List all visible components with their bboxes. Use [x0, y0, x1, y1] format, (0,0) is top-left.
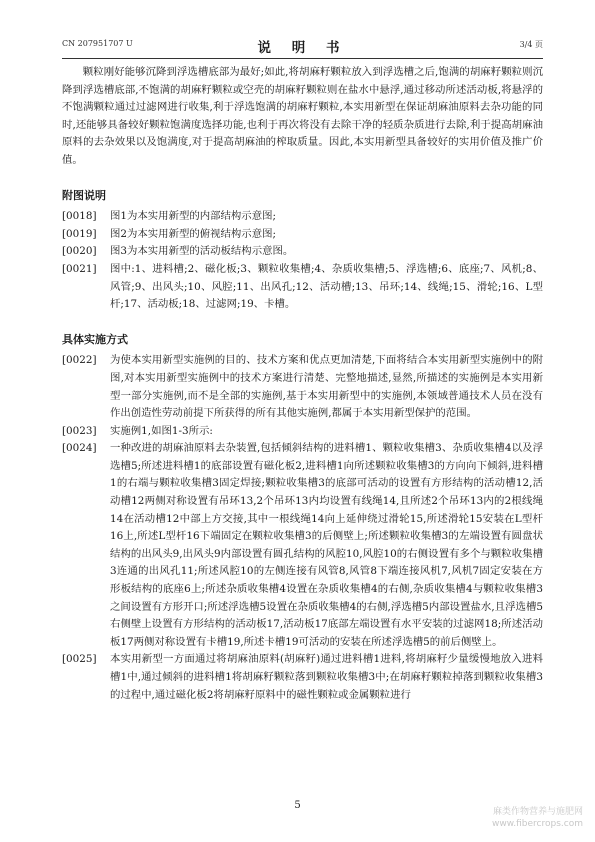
paragraph-number: [0021]	[62, 262, 97, 275]
paragraph-text: 图3为本实用新型的活动板结构示意图。	[110, 245, 294, 258]
paragraph-number: [0024]	[62, 442, 97, 455]
watermark-url: www.fibercrops.com	[492, 819, 583, 829]
paragraph-number: [0020]	[62, 245, 97, 258]
watermark-title: 麻类作物营养与施肥网	[492, 807, 583, 817]
paragraph-text: 一种改进的胡麻油原料去杂装置,包括倾斜结构的进料槽1、颗粒收集槽3、杂质收集槽4以及浮选槽5;所述进料槽1的底部设置有磁化板2,进料槽1向所述颗粒收集槽3的方向向下倾斜,进料槽1的右端与颗粒收集槽3固定焊接;颗粒收集槽3的底部可活动的设置有方形结构的活动槽12,活动槽12两侧对称设置有吊环13,2个吊环13内均设置有线绳14,且所述2个吊环13内的2根线绳14在活动槽12中部上方交接,其中一根线绳14向上延伸绕过滑轮15,所述滑轮15安装在L型杆16上,所述L型杆16下端固定在颗粒收集槽3的后侧壁上;所述颗粒收集槽3的左端设置有圆盘状结构的出风头9,出风头9内部设置有圆孔结构的风腔10,风腔10的右侧设置有多个与颗粒收集槽3连通的出风孔11;所述风腔10的左侧连接有风管8,风管8下端连接风机7,风机7固定安装在方形板结构的底座6上;所述杂质收集槽4设置在杂质收集槽4的右侧,杂质收集槽4与颗粒收集槽3之间设置有方形开口;所述浮选槽5设置在杂质收集槽4的右侧,浮选槽5内部设置盐水,且浮选槽5右侧壁上设置有方形结构的活动板17,活动板17底部左端设置有水平安装的过滤网18;所述活动板17两侧对称设置有卡槽19,所述卡槽19可活动的安装在所述浮选槽5的前后侧壁上。	[110, 442, 543, 648]
document-body	[62, 64, 543, 704]
page-title: 说 明 书	[257, 40, 348, 56]
paragraph-text: 图中:1、进料槽;2、磁化板;3、颗粒收集槽;4、杂质收集槽;5、浮选槽;6、底座;7、风机;8、风管;9、出风头;10、风腔;11、出风孔;12、活动槽;13、吊环;14、线绳;15、滑轮;16、L型杆;17、活动板;18、过滤网;19、卡槽。	[110, 262, 543, 311]
paragraph	[62, 208, 543, 226]
site-watermark	[492, 806, 583, 830]
figures-paragraph-list	[62, 208, 543, 314]
paragraph-number: [0025]	[62, 653, 97, 666]
paragraph	[62, 423, 543, 441]
paragraph	[62, 243, 543, 261]
paragraph	[62, 651, 543, 704]
paragraph-text: 本实用新型一方面通过将胡麻油原料(胡麻籽)通过进料槽1进料,将胡麻籽少量缓慢地放入进料槽1中,通过倾斜的进料槽1将胡麻籽颗粒落到颗粒收集槽3中;在胡麻籽颗粒掉落到颗粒收集槽3的过程中,通过磁化板2将胡麻籽原料中的磁性颗粒或金属颗粒进行	[110, 653, 543, 701]
paragraph	[62, 226, 543, 244]
paragraph-text: 为使本实用新型实施例的目的、技术方案和优点更加清楚,下面将结合本实用新型实施例中的附图,对本实用新型实施例中的技术方案进行清楚、完整地描述,显然,所描述的实施例是本实用新型一部分实施例,而不是全部的实施例,基于本实用新型中的实施例,本领域普通技术人员在没有作出创造性劳动前提下所获得的所有其他实施例,都属于本实用新型保护的范围。	[110, 354, 543, 420]
intro-paragraph: 颗粒刚好能够沉降到浮选槽底部为最好;如此,将胡麻籽颗粒放入到浮选槽之后,饱满的胡麻籽颗粒则沉降到浮选槽底部,不饱满的胡麻籽颗粒或空壳的胡麻籽颗粒则在盐水中悬浮,通过移动所述活动板,将悬浮的不饱满颗粒通过过滤网进行收集,利于浮选饱满的胡麻籽颗粒,本实用新型在保证胡麻油原料去杂功能的同时,还能够具备较好颗粒饱满度选择功能,也利于再次将没有去除干净的轻质杂质进行去除,利于提高胡麻油原料的去杂效果以及饱满度,对于提高胡麻油的榨取质量。因此,本实用新型具备较好的实用价值及推广价值。	[62, 66, 543, 166]
paragraph	[62, 440, 543, 651]
page-number: 5	[294, 800, 301, 811]
paragraph-text: 图2为本实用新型的俯视结构示意图;	[110, 227, 276, 240]
section-heading-embodiment: 具体实施方式	[62, 332, 128, 346]
paragraph-number: [0023]	[62, 424, 97, 437]
paragraph-number: [0019]	[62, 227, 97, 240]
paragraph-number: [0018]	[62, 210, 97, 223]
paragraph-text: 实施例1,如图1-3所示:	[110, 424, 213, 437]
section-heading-figures: 附图说明	[62, 188, 106, 202]
page-header	[62, 36, 543, 54]
paragraph	[62, 261, 543, 314]
embodiment-paragraph-list	[62, 352, 543, 704]
header-divider	[62, 58, 543, 59]
paragraph	[62, 352, 543, 422]
paragraph-number: [0022]	[62, 354, 97, 367]
page-indicator: 3/4 页	[519, 40, 543, 49]
patent-number: CN 207951707 U	[62, 39, 133, 48]
paragraph-text: 图1为本实用新型的内部结构示意图;	[110, 210, 276, 223]
